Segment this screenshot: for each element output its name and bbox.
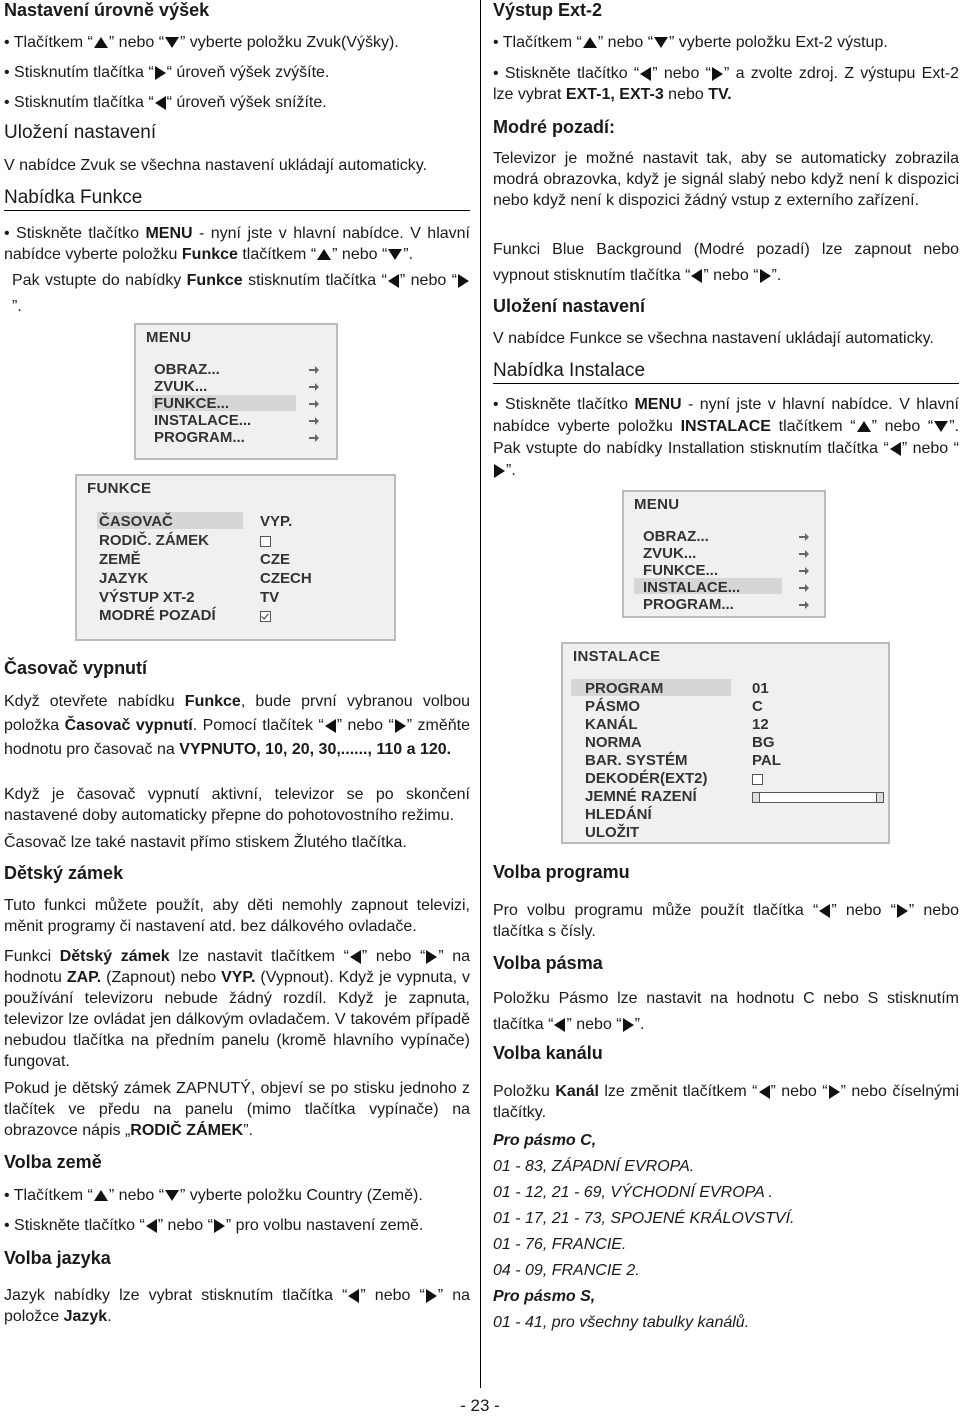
- menu-item-instalace[interactable]: INSTALACE...: [643, 579, 741, 596]
- heading-install-menu: Nabídka Instalace: [493, 360, 646, 381]
- instalace-label-channel[interactable]: KANÁL: [585, 716, 638, 733]
- right-arrow-icon: [395, 719, 406, 733]
- heading-language: Volba jazyka: [4, 1248, 111, 1268]
- funkce-label-timer[interactable]: ČASOVAČ: [99, 513, 173, 530]
- funkce-label-language[interactable]: JAZYK: [99, 570, 149, 587]
- funkce-label-ext2[interactable]: VÝSTUP XT-2: [99, 589, 195, 606]
- menu-item-program[interactable]: PROGRAM...: [643, 596, 734, 613]
- left-arrow-icon: [890, 442, 901, 456]
- band-c-line: 01 - 17, 21 - 73, SPOJENÉ KRÁLOVSTVÍ.: [493, 1210, 795, 1227]
- funkce-value-childlock: [260, 532, 271, 549]
- funkce-label-bluebg[interactable]: MODRÉ POZADÍ: [99, 607, 216, 624]
- funkce-menu-title: FUNKCE: [87, 480, 152, 497]
- right-arrow-icon: [623, 1018, 634, 1032]
- heading-timer: Časovač vypnutí: [4, 658, 148, 678]
- left-arrow-icon: [388, 274, 399, 288]
- instalace-value-norm: BG: [752, 734, 775, 751]
- checkbox-unchecked-icon[interactable]: [260, 536, 271, 547]
- treble-bullet-1: • Tlačítkem “ ” nebo “ ” vyberte položku Zvuk(Výšky).: [4, 34, 399, 51]
- funkce-value-timer: VYP.: [260, 513, 293, 530]
- band-c-list: [493, 1128, 959, 1336]
- band-c-line: 04 - 09, FRANCIE 2.: [493, 1262, 640, 1279]
- checkbox-unchecked-icon[interactable]: [752, 774, 763, 785]
- channel-paragraph: Položku Kanál lze změnit tlačítkem “ ” nebo “ ” nebo číselnými tlačítky.: [493, 1083, 960, 1121]
- save2-text: V nabídce Funkce se všechna nastavení ukládají automaticky.: [493, 330, 934, 347]
- install-bullet-1: • Stiskněte tlačítko MENU - nyní jste v hlavní nabídce. V hlavní nabídce vyberte položku INSTALACE tlačítkem “ ” nebo “ ”. Pak vstupte do nabídky Installation stisknutím tlačítka “ ” nebo “”.: [493, 396, 960, 479]
- instalace-label-colour[interactable]: BAR. SYSTÉM: [585, 752, 688, 769]
- instalace-menu-title: INSTALACE: [573, 648, 661, 665]
- child-paragraph-1: Tuto funkci můžete použít, aby děti nemohly zapnout televizi, měnit programy či nastavení atd. bez dálkového ovladače.: [4, 897, 470, 935]
- heading-band: Volba pásma: [493, 953, 603, 973]
- ext2-bullet-1: • Tlačítkem “ ” nebo “ ” vyberte položku Ext-2 výstup.: [493, 34, 888, 51]
- treble-bullet-2: • Stisknutím tlačítka “ “ úroveň výšek zvýšíte.: [4, 64, 330, 81]
- funkce-value-bluebg: [260, 607, 271, 624]
- band-c-title: Pro pásmo C,: [493, 1132, 597, 1149]
- left-arrow-icon: [350, 950, 361, 964]
- funkce-value-country: CZE: [260, 551, 290, 568]
- save-text: V nabídce Zvuk se všechna nastavení ukládají automaticky.: [4, 157, 428, 174]
- band-c-line: 01 - 76, FRANCIE.: [493, 1236, 627, 1253]
- instalace-label-norm[interactable]: NORMA: [585, 734, 642, 751]
- country-bullet-1: • Tlačítkem “ ” nebo “ ” vyberte položku Country (Země).: [4, 1187, 423, 1204]
- band-s-line: 01 - 41, pro všechny tabulky kanálů.: [493, 1314, 750, 1331]
- heading-treble: Nastavení úrovně výšek: [4, 0, 210, 20]
- instalace-label-finetune[interactable]: JEMNÉ RAZENÍ: [585, 788, 697, 805]
- menu-item-funkce[interactable]: FUNKCE...: [643, 562, 718, 579]
- right-arrow-icon: [426, 1289, 437, 1303]
- arrow-right-icon: [798, 531, 810, 543]
- right-arrow-icon: [760, 269, 771, 283]
- up-arrow-icon: [94, 1190, 108, 1201]
- menu-title: MENU: [146, 329, 192, 346]
- menu-item-program[interactable]: PROGRAM...: [154, 429, 245, 446]
- band-paragraph: Položku Pásmo lze nastavit na hodnotu C nebo S stisknutím tlačítka “ ” nebo “ ”.: [493, 990, 959, 1033]
- menu-item-obraz[interactable]: OBRAZ...: [154, 361, 220, 378]
- arrow-right-icon: [308, 398, 320, 410]
- arrow-right-icon: [798, 582, 810, 594]
- arrow-right-icon: [308, 381, 320, 393]
- left-arrow-icon: [691, 269, 702, 283]
- left-arrow-icon: [759, 1085, 770, 1099]
- ext2-bullet-2: • Stiskněte tlačítko “ ” nebo “ ” a zvolte zdroj. Z výstupu Ext-2 lze vybrat EXT-1, EXT-3 nebo TV.: [493, 65, 960, 103]
- arrow-right-icon: [798, 565, 810, 577]
- band-c-line: 01 - 12, 21 - 69, VÝCHODNÍ EVROPA .: [493, 1184, 774, 1201]
- menu-title: MENU: [634, 496, 680, 513]
- instalace-label-store[interactable]: ULOŽIT: [585, 824, 640, 841]
- funkce-label-childlock[interactable]: RODIČ. ZÁMEK: [99, 532, 209, 549]
- funkce-value-language: CZECH: [260, 570, 312, 587]
- arrow-right-icon: [798, 599, 810, 611]
- instalace-label-decoder[interactable]: DEKODÉR(EXT2): [585, 770, 708, 787]
- arrow-right-icon: [798, 548, 810, 560]
- menu-item-obraz[interactable]: OBRAZ...: [643, 528, 709, 545]
- main-menu-screen-2: [622, 490, 826, 618]
- heading-ext2: Výstup Ext-2: [493, 0, 603, 20]
- band-s-title: Pro pásmo S,: [493, 1288, 596, 1305]
- instalace-label-program[interactable]: PROGRAM: [585, 680, 664, 697]
- column-divider: [480, 0, 481, 1388]
- menu-item-instalace[interactable]: INSTALACE...: [154, 412, 252, 429]
- instalace-label-search[interactable]: HLEDÁNÍ: [585, 806, 652, 823]
- funkce-bullet-1: • Stiskněte tlačítko MENU - nyní jste v hlavní nabídce. V hlavní nabídce vyberte položku Funkce tlačítkem “ ” nebo “ ”.: [4, 225, 471, 263]
- left-arrow-icon: [155, 96, 166, 110]
- left-arrow-icon: [554, 1018, 565, 1032]
- main-menu-screen: [134, 323, 338, 460]
- left-arrow-icon: [325, 719, 336, 733]
- instalace-menu-screen: [561, 642, 890, 844]
- arrow-right-icon: [308, 415, 320, 427]
- right-arrow-icon: [458, 274, 469, 288]
- funkce-label-country[interactable]: ZEMĚ: [99, 551, 141, 568]
- up-arrow-icon: [857, 421, 871, 432]
- right-arrow-icon: [214, 1219, 225, 1233]
- timer-paragraph-3: Časovač lze také nastavit přímo stiskem Žlutého tlačítka.: [4, 834, 407, 851]
- arrow-right-icon: [308, 432, 320, 444]
- instalace-label-band[interactable]: PÁSMO: [585, 698, 641, 715]
- down-arrow-icon: [388, 249, 402, 260]
- heading-funkce-menu: Nabídka Funkce: [4, 187, 143, 208]
- menu-item-funkce[interactable]: FUNKCE...: [154, 395, 229, 412]
- right-arrow-icon: [829, 1085, 840, 1099]
- menu-item-zvuk[interactable]: ZVUK...: [154, 378, 208, 395]
- fine-tune-slider[interactable]: [752, 792, 884, 803]
- down-arrow-icon: [165, 37, 179, 48]
- timer-paragraph-1: Když otevřete nabídku Funkce, bude první vybranou volbou položka Časovač vypnutí. Pomocí tlačítek “ ” nebo “ ” změňte hodnotu pro časovač na VYPNUTO, 10, 20, 30,......, 110 a 120.: [4, 693, 471, 758]
- left-arrow-icon: [819, 904, 830, 918]
- section-treble: [4, 0, 470, 21]
- blue-paragraph-1: Televizor je možné nastavit tak, aby se automaticky zobrazila modrá obrazovka, když je signál slabý nebo když není k dispozici nebo když není k dispozici žádný vstup z externího zařízení.: [493, 150, 959, 209]
- instalace-value-band: C: [752, 698, 763, 715]
- language-paragraph: Jazyk nabídky lze vybrat stisknutím tlačítka “ ” nebo “ ” na položce Jazyk.: [4, 1287, 470, 1325]
- heading-save: Uložení nastavení: [4, 122, 157, 143]
- left-arrow-icon: [146, 1219, 157, 1233]
- instalace-value-colour: PAL: [752, 752, 781, 769]
- heading-program: Volba programu: [493, 862, 630, 882]
- instalace-value-program: 01: [752, 680, 769, 697]
- funkce-menu-screen: [75, 474, 396, 641]
- up-arrow-icon: [583, 37, 597, 48]
- heading-country: Volba země: [4, 1152, 102, 1172]
- right-arrow-icon: [155, 66, 166, 80]
- left-arrow-icon: [348, 1289, 359, 1303]
- treble-bullet-3: • Stisknutím tlačítka “ “ úroveň výšek snížíte.: [4, 94, 327, 111]
- child-paragraph-2: Funkci Dětský zámek lze nastavit tlačítkem “ ” nebo “ ” na hodnotu ZAP. (Zapnout) nebo VYP. (Vypnout). Když je vypnuta, v používání televizoru nebude žádný rozdíl. Když je zapnuta, televizor lze ovládat jen dálkovým ovladačem. V takovém případě nebudou tlačítka na předním panelu (kromě hlavního vypínače) fungovat.: [4, 948, 471, 1070]
- page-number: - 23 -: [460, 1396, 500, 1415]
- program-paragraph: Pro volbu programu může použít tlačítka “ ” nebo “ ” nebo tlačítka s čísly.: [493, 902, 959, 940]
- right-arrow-icon: [426, 950, 437, 964]
- up-arrow-icon: [94, 37, 108, 48]
- instalace-value-decoder: [752, 770, 763, 787]
- timer-paragraph-2: Když je časovač vypnutí aktivní, televizor se po skončení nastavené doby automaticky přepne do pohotovostního režimu.: [4, 786, 470, 824]
- heading-save-2: Uložení nastavení: [493, 296, 646, 316]
- band-c-line: 01 - 83, ZÁPADNÍ EVROPA.: [493, 1158, 695, 1175]
- down-arrow-icon: [654, 37, 668, 48]
- right-arrow-icon: [712, 67, 723, 81]
- up-arrow-icon: [317, 249, 331, 260]
- right-arrow-icon: [494, 464, 505, 478]
- heading-channel: Volba kanálu: [493, 1043, 603, 1063]
- down-arrow-icon: [934, 421, 948, 432]
- heading-child-lock: Dětský zámek: [4, 863, 124, 883]
- checkbox-checked-icon[interactable]: [260, 611, 271, 622]
- down-arrow-icon: [165, 1190, 179, 1201]
- country-bullet-2: • Stiskněte tlačítko “ ” nebo “ ” pro volbu nastavení země.: [4, 1217, 424, 1234]
- arrow-right-icon: [308, 364, 320, 376]
- left-arrow-icon: [640, 67, 651, 81]
- instalace-value-channel: 12: [752, 716, 769, 733]
- heading-blue-bg: Modré pozadí:: [493, 117, 615, 137]
- right-arrow-icon: [897, 904, 908, 918]
- child-paragraph-3: Pokud je dětský zámek ZAPNUTÝ, objeví se po stisku jednoho z tlačítek ve předu na panelu (mimo tlačítka vypínače) na obrazovce nápis „RODIČ ZÁMEK”.: [4, 1080, 470, 1139]
- funkce-value-ext2: TV: [260, 589, 280, 606]
- instalace-value-finetune: [752, 788, 884, 805]
- blue-paragraph-2: Funkci Blue Background (Modré pozadí) lze zapnout nebo vypnout stisknutím tlačítka “ ” nebo “ ”.: [493, 241, 959, 284]
- menu-item-zvuk[interactable]: ZVUK...: [643, 545, 697, 562]
- funkce-bullet-2: Pak vstupte do nabídky Funkce stisknutím tlačítka “ ” nebo “”.: [12, 268, 470, 320]
